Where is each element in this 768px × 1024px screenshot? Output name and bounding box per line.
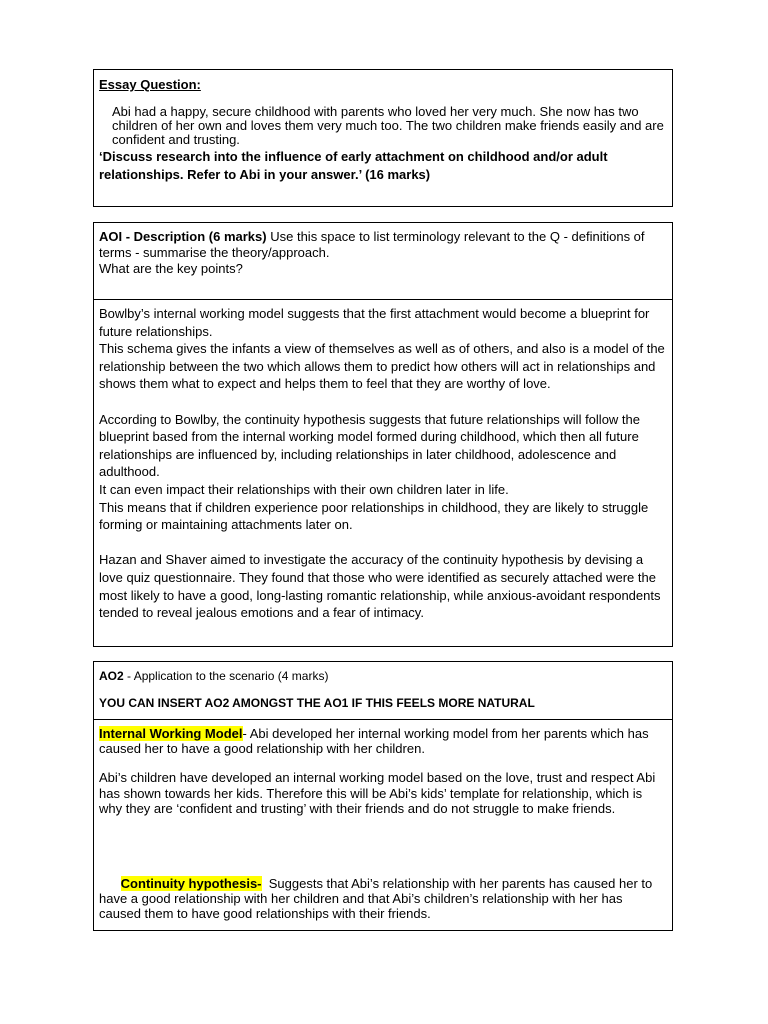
ao1-title: AOI - Description (6 marks) (99, 229, 267, 244)
ao1-p2-line2: It can even impact their relationships with their own children later in life. (99, 481, 509, 497)
ao1-p2-line1: According to Bowlby, the continuity hypothesis suggests that future relationships will follow the blueprint based from the internal working model formed during childhood, which then all future relationships are influenced by, including relationships in later childhood, adolescence and adulthood. (99, 411, 640, 480)
iwm-text: - Abi developed her internal working model from her parents which has caused her to have a good relationship with her children. (99, 726, 649, 756)
ao2-title: - Application to the scenario (4 marks) (123, 669, 329, 683)
ao1-p3: Hazan and Shaver aimed to investigate the accuracy of the continuity hypothesis by devising a love quiz questionnaire. They found that those who were identified as securely attached were the most likely to have a good, long-lasting romantic relationship, while anxious-avoidant respondents tended to reveal jealous emotions and a fear of intimacy. (99, 552, 661, 621)
ao2-note: YOU CAN INSERT AO2 AMONGST THE AO1 IF THIS FEELS MORE NATURAL (99, 696, 535, 710)
ao2-box (93, 661, 673, 931)
ch-text: Suggests that Abi’s relationship with her parents has caused her to have a good relationship with her children and that Abi’s children’s relationship with her has caused them to have good relationships with their friends. (99, 875, 656, 921)
essay-heading: Essay Question: (99, 77, 201, 92)
essay-scenario: Abi had a happy, secure childhood with parents who loved her very much. She now has two children of her own and loves them very much too. The two children make friends easily and are confident and trusting. (112, 103, 664, 147)
essay-question: ‘Discuss research into the influence of early attachment on childhood and/or adult relationships. Refer to Abi in your answer.’ (16 marks) (99, 148, 608, 182)
ao1-p1-line2: This schema gives the infants a view of themselves as well as of others, and also is a model of the relationship between the two which allows them to predict how others will act in relationships and shows them what to expect and helps them to feel that they are worthy of love. (99, 341, 665, 392)
ch-label: Continuity hypothesis- (120, 875, 262, 891)
ao1-p1-line1: Bowlby’s internal working model suggests that the first attachment would become a blueprint for future relationships. (99, 306, 650, 339)
ao1-header (94, 223, 672, 299)
ao2-code: AO2 (99, 669, 124, 683)
ao2-answer (94, 719, 672, 940)
ao2-header (94, 662, 672, 719)
ao1-p2-line3: This means that if children experience poor relationships in childhood, they are likely to struggle forming or maintaining attachments later on. (99, 499, 649, 533)
essay-question-box (93, 69, 673, 207)
ao1-answer (94, 299, 672, 626)
ao1-box (93, 222, 673, 647)
ao1-instructions: Use this space to list terminology relevant to the Q - definitions of terms - summarise the theory/approach. (99, 229, 645, 260)
iwm-label: Internal Working Model (99, 726, 243, 741)
ao1-prompt: What are the key points? (99, 261, 243, 276)
children-text: Abi’s children have developed an internal working model based on the love, trust and respect Abi has shown towards her kids. Therefore this will be Abi’s kids’ template for relationship, which is why they are ‘confident and trusting’ with their friends and do not struggle to make friends. (99, 770, 656, 816)
